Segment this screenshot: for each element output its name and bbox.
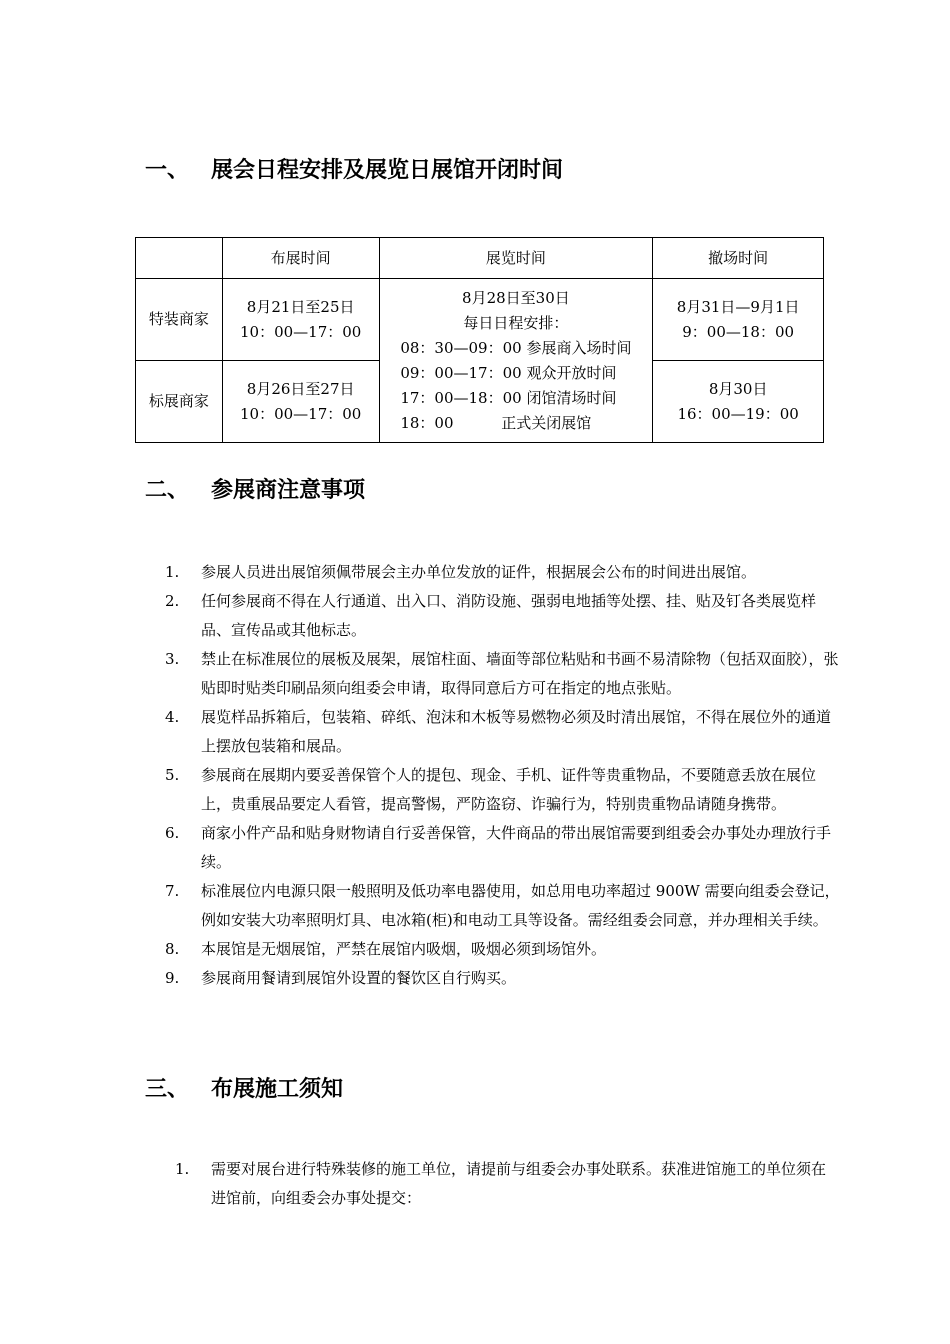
section-number: 二、 bbox=[145, 478, 190, 503]
expo-line: 18：00 正式关闭展馆 bbox=[400, 413, 592, 432]
expo-time-cell bbox=[379, 279, 653, 443]
list-item bbox=[165, 587, 845, 645]
item-text: 本展馆是无烟展馆，严禁在展馆内吸烟，吸烟必须到场馆外。 bbox=[201, 940, 607, 958]
item-text: 参展人员进出展馆须佩带展会主办单位发放的证件，根据展会公布的时间进出展馆。 bbox=[201, 563, 757, 581]
item-text: 参展商在展期内要妥善保管个人的提包、现金、手机、证件等贵重物品，不要随意丢放在展位上，贵重展品要定人看管，提高警惕，严防盗窃、诈骗行为，特别贵重物品请随身携带。 bbox=[201, 766, 817, 813]
section-number: 一、 bbox=[145, 158, 190, 183]
header-cell-expo: 展览时间 bbox=[379, 238, 653, 279]
section-title: 展会日程安排及展览日展馆开闭时间 bbox=[211, 158, 564, 183]
dismantle-time-cell bbox=[653, 361, 824, 443]
schedule-header-row bbox=[136, 238, 824, 279]
construction-notes-list bbox=[175, 1155, 835, 1213]
setup-hours: 10：00—17：00 bbox=[239, 404, 362, 423]
list-item bbox=[165, 877, 845, 935]
section-title: 参展商注意事项 bbox=[211, 478, 366, 503]
row-label: 标展商家 bbox=[136, 361, 223, 443]
list-item bbox=[165, 645, 845, 703]
setup-date: 8月21日至25日 bbox=[246, 297, 355, 316]
row-label: 特装商家 bbox=[136, 279, 223, 361]
list-item bbox=[165, 761, 845, 819]
list-item bbox=[175, 1155, 835, 1213]
section-heading-2 bbox=[145, 476, 365, 506]
header-cell-dismantle: 撤场时间 bbox=[653, 238, 824, 279]
item-text: 商家小件产品和贴身财物请自行妥善保管，大件商品的带出展馆需要到组委会办事处办理放行手续。 bbox=[201, 824, 832, 871]
section-number: 三、 bbox=[145, 1077, 190, 1102]
item-text: 标准展位内电源只限一般照明及低功率电器使用，如总用电功率超过 900W 需要向组委会登记，例如安装大功率照明灯具、电冰箱(柜)和电动工具等设备。需经组委会同意，并办理相关手续。 bbox=[201, 882, 840, 929]
dismantle-hours: 9：00—18：00 bbox=[682, 322, 795, 341]
item-text: 禁止在标准展位的展板及展架，展馆柱面、墙面等部位粘贴和书画不易清除物（包括双面胶），张贴即时贴类印刷品须向组委会申请，取得同意后方可在指定的地点张贴。 bbox=[201, 650, 839, 697]
dismantle-hours: 16：00—19：00 bbox=[677, 404, 799, 423]
item-text: 展览样品拆箱后，包装箱、碎纸、泡沫和木板等易燃物必须及时清出展馆，不得在展位外的通道上摆放包装箱和展品。 bbox=[201, 708, 832, 755]
item-number: 7. bbox=[165, 882, 180, 900]
section-title: 布展施工须知 bbox=[211, 1077, 344, 1102]
list-item bbox=[165, 819, 845, 877]
item-number: 5. bbox=[165, 766, 180, 784]
header-cell-setup: 布展时间 bbox=[222, 238, 379, 279]
expo-line: 09：00—17：00 观众开放时间 bbox=[400, 363, 617, 382]
item-number: 9. bbox=[165, 969, 180, 987]
schedule-row-special bbox=[136, 279, 824, 361]
setup-date: 8月26日至27日 bbox=[246, 379, 355, 398]
item-number: 1. bbox=[165, 563, 180, 581]
expo-schedule bbox=[400, 286, 631, 436]
expo-line: 08：30—09：00 参展商入场时间 bbox=[400, 338, 632, 357]
expo-subtitle: 每日日程安排： bbox=[463, 313, 569, 332]
item-number: 4. bbox=[165, 708, 180, 726]
dismantle-time-cell bbox=[653, 279, 824, 361]
list-item bbox=[165, 558, 845, 587]
list-item bbox=[165, 935, 845, 964]
exhibitor-notes-list bbox=[165, 558, 845, 993]
item-number: 1. bbox=[175, 1160, 190, 1178]
item-number: 2. bbox=[165, 592, 180, 610]
section-heading-3 bbox=[145, 1075, 343, 1105]
expo-line: 17：00—18：00 闭馆清场时间 bbox=[400, 388, 617, 407]
item-number: 8. bbox=[165, 940, 180, 958]
item-number: 6. bbox=[165, 824, 180, 842]
section-heading-1 bbox=[145, 156, 563, 186]
setup-time-cell bbox=[222, 361, 379, 443]
setup-time-cell bbox=[222, 279, 379, 361]
item-text: 参展商用餐请到展馆外设置的餐饮区自行购买。 bbox=[201, 969, 517, 987]
header-cell-empty bbox=[136, 238, 223, 279]
item-text: 需要对展台进行特殊装修的施工单位，请提前与组委会办事处联系。获准进馆施工的单位须在进馆前，向组委会办事处提交： bbox=[211, 1160, 827, 1207]
list-item bbox=[165, 964, 845, 993]
dismantle-date: 8月31日—9月1日 bbox=[676, 297, 800, 316]
dismantle-date: 8月30日 bbox=[708, 379, 768, 398]
expo-date: 8月28日至30日 bbox=[462, 288, 570, 307]
list-item bbox=[165, 703, 845, 761]
setup-hours: 10：00—17：00 bbox=[239, 322, 362, 341]
item-number: 3. bbox=[165, 650, 180, 668]
item-text: 任何参展商不得在人行通道、出入口、消防设施、强弱电地插等处摆、挂、贴及钉各类展览样品、宣传品或其他标志。 bbox=[201, 592, 817, 639]
schedule-table bbox=[135, 237, 824, 443]
